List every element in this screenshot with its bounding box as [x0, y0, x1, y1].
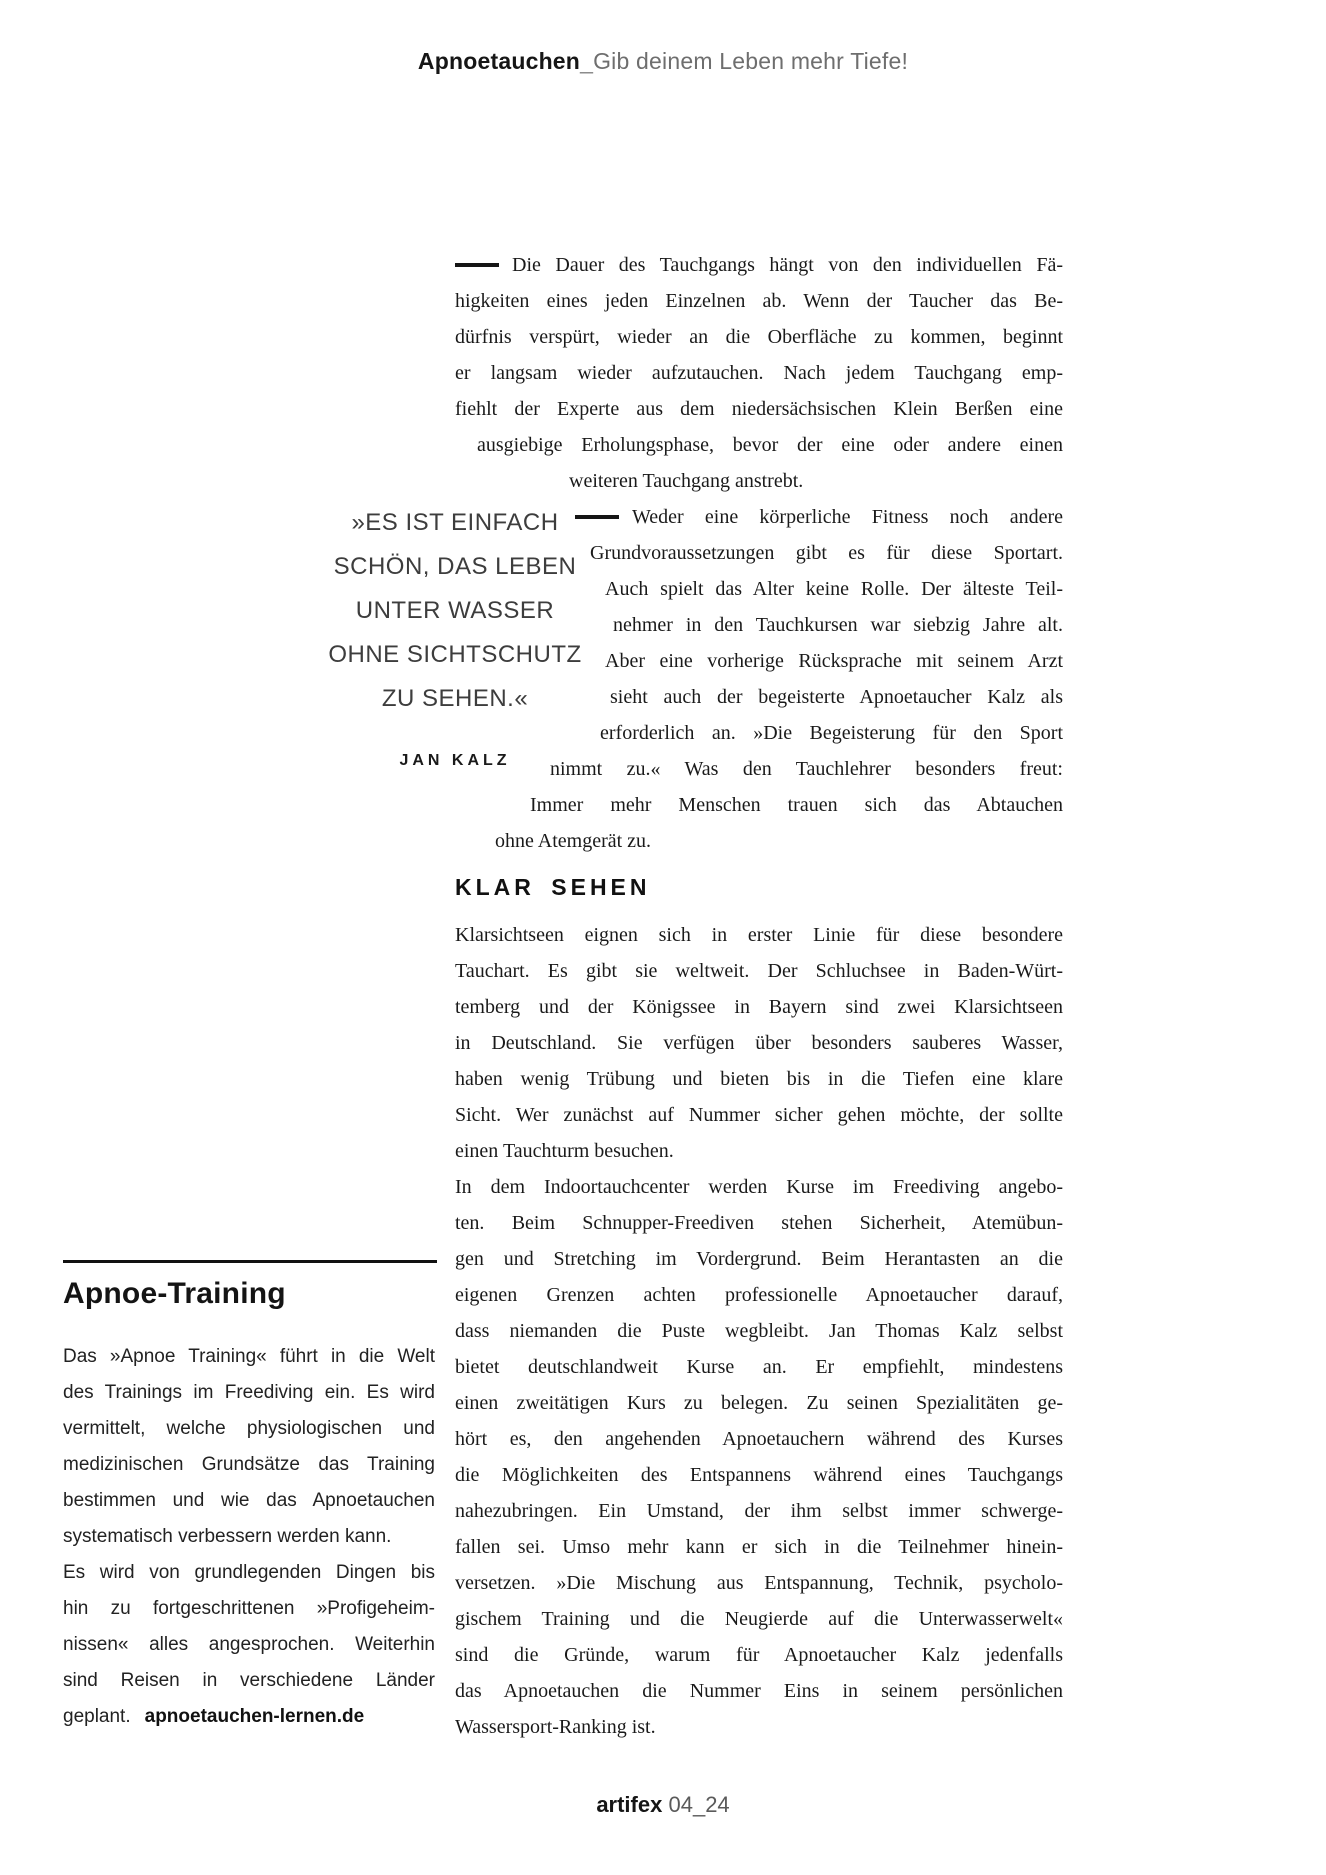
body-line: in Deutschland. Sie verfügen über besonders sauberes Wasser,: [455, 1032, 1063, 1054]
header-separator: _: [580, 48, 594, 74]
body-line: Klarsichtseen eignen sich in erster Linie für diese besondere: [455, 924, 1063, 946]
body-line: nahezubringen. Ein Umstand, der ihm selbst immer schwerge-: [455, 1500, 1063, 1522]
footer-brand: artifex: [596, 1792, 663, 1817]
pull-quote-line: UNTER WASSER: [355, 597, 555, 624]
body-line: In dem Indoortauchcenter werden Kurse im Freediving angebo-: [455, 1176, 1063, 1198]
body-line: eigenen Grenzen achten professionelle Apnoetaucher darauf,: [455, 1284, 1063, 1306]
sidebar-last-line-text: geplant.: [63, 1706, 131, 1727]
body-line: higkeiten eines jeden Einzelnen ab. Wenn der Taucher das Be-: [455, 290, 1063, 312]
sidebar-line: nissen« alles angesprochen. Weiterhin: [63, 1634, 435, 1655]
sidebar-line: bestimmen und wie das Apnoetauchen: [63, 1490, 435, 1511]
body-line: fallen sei. Umso mehr kann er sich in die Teilnehmer hinein-: [455, 1536, 1063, 1558]
article-column: [328, 247, 1063, 1745]
body-line: Sicht. Wer zunächst auf Nummer sicher gehen möchte, der sollte: [455, 1104, 1063, 1126]
pull-quote-lines: [303, 501, 607, 721]
body-line: versetzen. »Die Mischung aus Entspannung, Technik, psycholo-: [455, 1572, 1063, 1594]
body-line: bietet deutschlandweit Kurse an. Er empfiehlt, mindestens: [455, 1356, 1063, 1378]
paragraph-dash-rule: [455, 263, 499, 267]
body-line: die Möglichkeiten des Entspannens während eines Tauchgangs: [455, 1464, 1063, 1486]
sidebar-box: [63, 1260, 435, 1735]
header-tagline: Gib deinem Leben mehr Tiefe!: [593, 48, 909, 74]
body-line: gischem Training und die Neugierde auf die Unterwasserwelt«: [455, 1608, 1063, 1630]
body-line: nimmt zu.« Was den Tauchlehrer besonders freut:: [550, 758, 1063, 780]
sidebar-line: Das »Apnoe Training« führt in die Welt: [63, 1346, 435, 1367]
body-line: temberg und der Königssee in Bayern sind zwei Klarsichtseen: [455, 996, 1063, 1018]
page-footer: [0, 1792, 1326, 1818]
body-line: Die Dauer des Tauchgangs hängt von den individuellen Fä-: [455, 247, 1063, 283]
body-line: das Apnoetauchen die Nummer Eins in seinem persönlichen: [455, 1680, 1063, 1702]
header-brand: Apnoetauchen: [417, 48, 581, 74]
section-heading: KLAR SEHEN: [455, 874, 651, 900]
sidebar-line: Es wird von grundlegenden Dingen bis: [63, 1562, 435, 1583]
body-line: Auch spielt das Alter keine Rolle. Der älteste Teil-: [605, 578, 1063, 600]
paragraph: [455, 917, 1063, 1169]
footer-issue: 04_24: [668, 1792, 730, 1817]
sidebar-line: sind Reisen in verschiedene Länder: [63, 1670, 435, 1691]
body-line: sind die Gründe, warum für Apnoetaucher Kalz jedenfalls: [455, 1644, 1063, 1666]
sidebar-link[interactable]: apnoetauchen-lernen.de: [144, 1706, 365, 1727]
body-line: Aber eine vorherige Rücksprache mit seinem Arzt: [605, 650, 1063, 672]
body-line: weiteren Tauchgang anstrebt.: [569, 470, 804, 492]
sidebar-line: medizinischen Grundsätze das Training: [63, 1454, 435, 1475]
sidebar-rule: [63, 1260, 437, 1263]
paragraph: [455, 1169, 1063, 1745]
sidebar-line: des Trainings im Freediving ein. Es wird: [63, 1382, 435, 1403]
body-line: fiehlt der Experte aus dem niedersächsischen Klein Berßen eine: [455, 398, 1063, 420]
pull-quote-line: »ES IST EINFACH: [351, 509, 559, 536]
body-line: Wassersport-Ranking ist.: [455, 1716, 656, 1738]
body-line: hört es, den angehenden Apnoetauchern während des Kurses: [455, 1428, 1063, 1450]
sidebar-text: [63, 1339, 435, 1699]
paragraph: [455, 247, 1063, 499]
body-line: dürfnis verspürt, wieder an die Oberfläche zu kommen, beginnt: [455, 326, 1063, 348]
body-line: sieht auch der begeisterte Apnoetaucher Kalz als: [610, 686, 1063, 708]
sidebar-line: systematisch verbessern werden kann.: [63, 1526, 392, 1547]
body-line: einen Tauchturm besuchen.: [455, 1140, 674, 1162]
body-line: nehmer in den Tauchkursen war siebzig Jahre alt.: [613, 614, 1063, 636]
body-line: Weder eine körperliche Fitness noch andere: [575, 499, 1063, 535]
body-line: erforderlich an. »Die Begeisterung für den Sport: [600, 722, 1063, 744]
body-line: er langsam wieder aufzutauchen. Nach jedem Tauchgang emp-: [455, 362, 1063, 384]
sidebar-last-line: [63, 1699, 435, 1735]
pull-quote-line: OHNE SICHTSCHUTZ: [328, 641, 582, 668]
sidebar-line: hin zu fortgeschrittenen »Profigeheim-: [63, 1598, 435, 1619]
body-line: ten. Beim Schnupper-Freediven stehen Sicherheit, Atemübun-: [455, 1212, 1063, 1234]
pull-quote-line: ZU SEHEN.«: [381, 685, 529, 712]
sidebar-title: Apnoe-Training: [63, 1277, 286, 1310]
body-line: ausgiebige Erholungsphase, bevor der eine oder andere einen: [477, 434, 1063, 456]
pull-quote: [303, 501, 607, 783]
body-line: ohne Atemgerät zu.: [495, 830, 652, 852]
article-body: [455, 247, 1063, 1745]
sidebar-line: vermittelt, welche physiologischen und: [63, 1418, 435, 1439]
body-line: Immer mehr Menschen trauen sich das Abtauchen: [530, 794, 1063, 816]
body-line: dass niemanden die Puste wegbleibt. Jan Thomas Kalz selbst: [455, 1320, 1063, 1342]
pull-quote-attribution: JAN KALZ: [399, 752, 511, 769]
body-line: gen und Stretching im Vordergrund. Beim Herantasten an die: [455, 1248, 1063, 1270]
pull-quote-line: SCHÖN, DAS LEBEN: [333, 553, 577, 580]
page-header: [0, 48, 1326, 75]
body-line: Grundvoraussetzungen gibt es für diese Sportart.: [590, 542, 1063, 564]
body-line: haben wenig Trübung und bieten bis in die Tiefen eine klare: [455, 1068, 1063, 1090]
body-line: Tauchart. Es gibt sie weltweit. Der Schluchsee in Baden-Würt-: [455, 960, 1063, 982]
body-line: einen zweitätigen Kurs zu belegen. Zu seinen Spezialitäten ge-: [455, 1392, 1063, 1414]
